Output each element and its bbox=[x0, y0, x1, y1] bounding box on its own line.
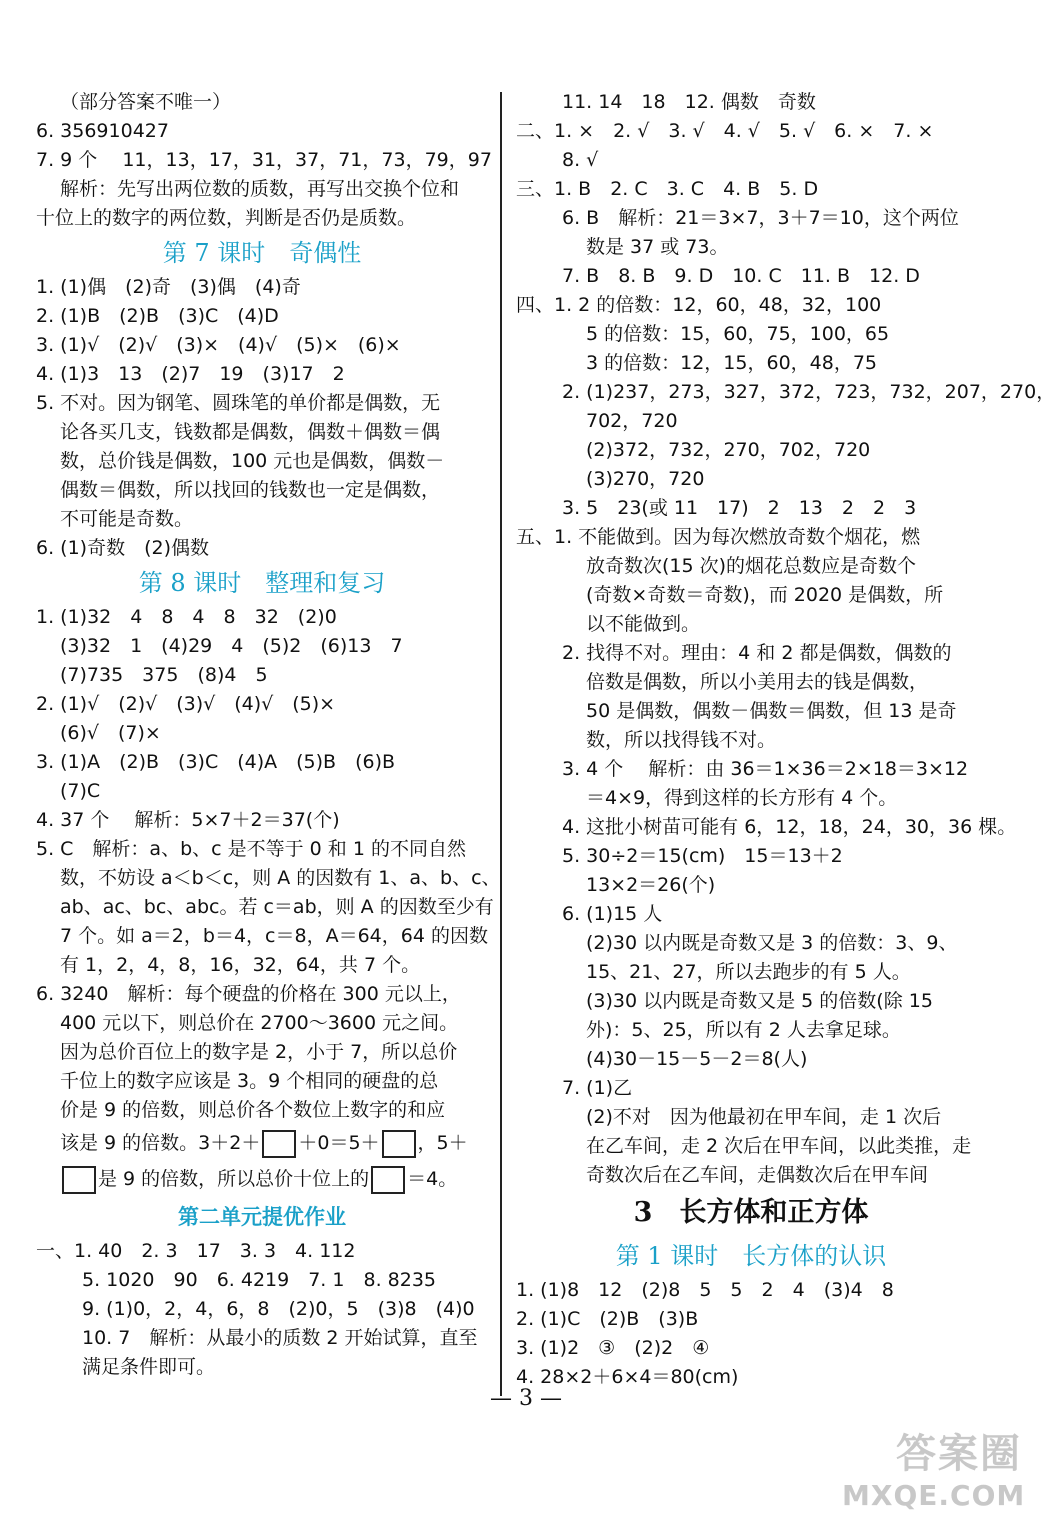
chapter-3-title: 3 长方体和正方体 bbox=[633, 1197, 869, 1228]
answer-line: (2)30 以内既是奇数又是 3 的倍数：3、9、 bbox=[586, 932, 958, 954]
answer-line: 有 1，2，4，8，16，32，64，共 7 个。 bbox=[60, 954, 421, 976]
answer-line: 6. 3240 解析：每个硬盘的价格在 300 元以上， bbox=[36, 983, 461, 1005]
answer-line: 7. B 8. B 9. D 10. C 11. B 12. D bbox=[562, 265, 920, 287]
answer-line: 数，不妨设 a＜b＜c，则 A 的因数有 1、a、b、c、 bbox=[60, 867, 501, 889]
answer-line: 3. 4 个 解析：由 36＝1×36＝2×18＝3×12 bbox=[562, 758, 969, 780]
answer-line: 价是 9 的倍数，则总价各个数位上数字的和应 bbox=[60, 1099, 446, 1121]
answer-line: 5. 30÷2＝15(cm) 15＝13＋2 bbox=[562, 845, 843, 867]
answer-line: 三、1. B 2. C 3. C 4. B 5. D bbox=[516, 178, 819, 200]
answer-line: 2. (1)C (2)B (3)B bbox=[516, 1308, 699, 1330]
answer-line: (7)735 375 (8)4 5 bbox=[60, 664, 268, 686]
answer-line: 五、1. 不能做到。因为每次燃放奇数个烟花，燃 bbox=[516, 526, 921, 548]
answer-line: 因为总价百位上的数字是 2，小于 7，所以总价 bbox=[60, 1041, 458, 1063]
answer-line: 9. (1)0，2，4，6，8 (2)0，5 (3)8 (4)0 bbox=[82, 1298, 475, 1320]
lesson-1-heading: 第 1 课时 长方体的认识 bbox=[615, 1242, 887, 1270]
answer-line: 7. (1)乙 bbox=[562, 1077, 633, 1099]
answer-line: 3. (1)2 ③ (2)2 ④ bbox=[516, 1337, 710, 1359]
answer-line: 6. (1)奇数 (2)偶数 bbox=[36, 537, 209, 559]
answer-line: （部分答案不唯一） bbox=[60, 91, 232, 113]
answer-line: 3. (1)√ (2)√ (3)× (4)√ (5)× (6)× bbox=[36, 334, 401, 356]
answer-line: (2)372，732，270，702，720 bbox=[586, 439, 871, 461]
answer-line: 50 是偶数，偶数－偶数＝偶数，但 13 是奇 bbox=[586, 700, 957, 722]
answer-line: 2. 找得不对。理由：4 和 2 都是偶数，偶数的 bbox=[562, 642, 952, 664]
answer-line: 奇数次后在乙车间，走偶数次后在甲车间 bbox=[586, 1164, 929, 1186]
page-number: — 3 — bbox=[490, 1386, 562, 1411]
answer-line: 数，所以找得钱不对。 bbox=[586, 729, 777, 751]
answer-line: (3)32 1 (4)29 4 (5)2 (6)13 7 bbox=[60, 635, 403, 657]
blank-box bbox=[371, 1166, 405, 1194]
answer-line: (奇数×奇数＝奇数)，而 2020 是偶数，所 bbox=[586, 584, 944, 606]
answer-line: 6. (1)15 人 bbox=[562, 903, 663, 925]
answer-line: 一、1. 40 2. 3 17 3. 3 4. 112 bbox=[36, 1240, 356, 1262]
blank-box bbox=[62, 1166, 96, 1194]
answer-line-with-boxes bbox=[36, 1125, 488, 1161]
answer-line: 二、1. × 2. √ 3. √ 4. √ 5. √ 6. × 7. × bbox=[516, 120, 934, 142]
answer-line: ab、ac、bc、abc。若 c＝ab，则 A 的因数至少有 bbox=[60, 896, 494, 918]
answer-line: (4)30－15－5－2＝8(人) bbox=[586, 1048, 808, 1070]
answer-line: 2. (1)B (2)B (3)C (4)D bbox=[36, 305, 279, 327]
answer-line: 偶数＝偶数，所以找回的钱数也一定是偶数， bbox=[60, 479, 441, 501]
answer-text: 该是 9 的倍数。 bbox=[60, 1132, 199, 1154]
answer-line: 论各买几支，钱数都是偶数，偶数＋偶数＝偶 bbox=[60, 421, 441, 443]
answer-line: 四、1. 2 的倍数：12，60，48，32，100 bbox=[516, 294, 882, 316]
answer-line-with-boxes bbox=[36, 1161, 488, 1197]
answer-line: 8. √ bbox=[562, 149, 599, 171]
answer-line: 十位上的数字的两位数，判断是否仍是质数。 bbox=[36, 207, 417, 229]
blank-box bbox=[262, 1130, 296, 1158]
answer-text: ，5＋ bbox=[417, 1132, 468, 1154]
answer-line: (7)C bbox=[60, 780, 101, 802]
answer-line: 满足条件即可。 bbox=[82, 1356, 216, 1378]
answer-line: 4. 37 个 解析：5×7＋2＝37(个) bbox=[36, 809, 340, 831]
answer-line: 解析：先写出两位数的质数，再写出交换个位和 bbox=[60, 178, 460, 200]
answer-text: 是 9 的倍数，所以总价十位上的 bbox=[98, 1168, 370, 1190]
answer-line: 2. (1)√ (2)√ (3)√ (4)√ (5)× bbox=[36, 693, 336, 715]
blank-box bbox=[382, 1130, 416, 1158]
answer-line: 倍数是偶数，所以小美用去的钱是偶数， bbox=[586, 671, 929, 693]
answer-line: 15、21、27，所以去跑步的有 5 人。 bbox=[586, 961, 911, 983]
answer-line: 400 元以下，则总价在 2700～3600 元之间。 bbox=[60, 1012, 459, 1034]
answer-line: 1. (1)32 4 8 4 8 32 (2)0 bbox=[36, 606, 337, 628]
answer-line: 5. C 解析：a、b、c 是不等于 0 和 1 的不同自然 bbox=[36, 838, 466, 860]
answer-line: 1. (1)8 12 (2)8 5 5 2 4 (3)4 8 bbox=[516, 1279, 894, 1301]
answer-text: ＝4。 bbox=[407, 1168, 458, 1190]
answer-line: 数，总价钱是偶数，100 元也是偶数，偶数－ bbox=[60, 450, 445, 472]
watermark-text: 答案圈 bbox=[896, 1431, 1022, 1477]
answer-line: 千位上的数字应该是 3。9 个相同的硬盘的总 bbox=[60, 1070, 439, 1092]
answer-line: 1. (1)偶 (2)奇 (3)偶 (4)奇 bbox=[36, 276, 301, 298]
answer-line: 不可能是奇数。 bbox=[60, 508, 194, 530]
answer-line: 7. 9 个 11，13，17，31，37，71，73，79，97 bbox=[36, 149, 492, 171]
answer-line: 4. 28×2＋6×4＝80(cm) bbox=[516, 1366, 739, 1388]
answer-line: 6. B 解析：21＝3×7，3＋7＝10，这个两位 bbox=[562, 207, 959, 229]
answer-line: 3. (1)A (2)B (3)C (4)A (5)B (6)B bbox=[36, 751, 396, 773]
answer-line: 11. 14 18 12. 偶数 奇数 bbox=[562, 91, 816, 113]
answer-line: 5. 不对。因为钢笔、圆珠笔的单价都是偶数，无 bbox=[36, 392, 441, 414]
answer-line: 在乙车间，走 2 次后在甲车间，以此类推，走 bbox=[586, 1135, 972, 1157]
answer-line: 702，720 bbox=[586, 410, 678, 432]
answer-line: ＝4×9，得到这样的长方形有 4 个。 bbox=[586, 787, 898, 809]
answer-line: 5 的倍数：15，60，75，100，65 bbox=[586, 323, 890, 345]
answer-line: 数是 37 或 73。 bbox=[586, 236, 729, 258]
answer-line: 2. (1)237，273，327，372，723，732，207，270， bbox=[562, 381, 1055, 403]
left-column bbox=[36, 88, 501, 1382]
answer-line: 6. 356910427 bbox=[36, 120, 169, 142]
answer-line: 13×2＝26(个) bbox=[586, 874, 716, 896]
watermark-logo bbox=[842, 1422, 1026, 1522]
answer-line: 以不能做到。 bbox=[586, 613, 701, 635]
right-column bbox=[516, 88, 1055, 1392]
answer-line: (2)不对 因为他最初在甲车间，走 1 次后 bbox=[586, 1106, 942, 1128]
answer-line: (6)√ (7)× bbox=[60, 722, 161, 744]
answer-line: 4. (1)3 13 (2)7 19 (3)17 2 bbox=[36, 363, 345, 385]
column-divider bbox=[500, 92, 502, 1396]
answer-text: ＋0＝5＋ bbox=[298, 1132, 380, 1154]
unit-2-heading: 第二单元提优作业 bbox=[178, 1205, 346, 1229]
answer-line: 5. 1020 90 6. 4219 7. 1 8. 8235 bbox=[82, 1269, 436, 1291]
answer-line: 3. 5 23(或 11 17) 2 13 2 2 3 bbox=[562, 497, 917, 519]
answer-text: 3＋2＋ bbox=[198, 1132, 261, 1154]
lesson-8-heading: 第 8 课时 整理和复习 bbox=[138, 569, 386, 597]
answer-line: 7 个。如 a＝2，b＝4，c＝8，A＝64，64 的因数 bbox=[60, 925, 488, 947]
answer-line: (3)30 以内既是奇数又是 5 的倍数(除 15 bbox=[586, 990, 933, 1012]
watermark-url: MXQE.COM bbox=[842, 1479, 1026, 1512]
answer-line: 10. 7 解析：从最小的质数 2 开始试算，直至 bbox=[82, 1327, 478, 1349]
answer-line: 放奇数次(15 次)的烟花总数应是奇数个 bbox=[586, 555, 917, 577]
answer-line: 3 的倍数：12，15，60，48，75 bbox=[586, 352, 878, 374]
lesson-7-heading: 第 7 课时 奇偶性 bbox=[162, 239, 362, 267]
answer-line: 4. 这批小树苗可能有 6，12，18，24，30，36 棵。 bbox=[562, 816, 1017, 838]
answer-line: 外)：5、25，所以有 2 人去拿足球。 bbox=[586, 1019, 901, 1041]
answer-line: (3)270，720 bbox=[586, 468, 705, 490]
